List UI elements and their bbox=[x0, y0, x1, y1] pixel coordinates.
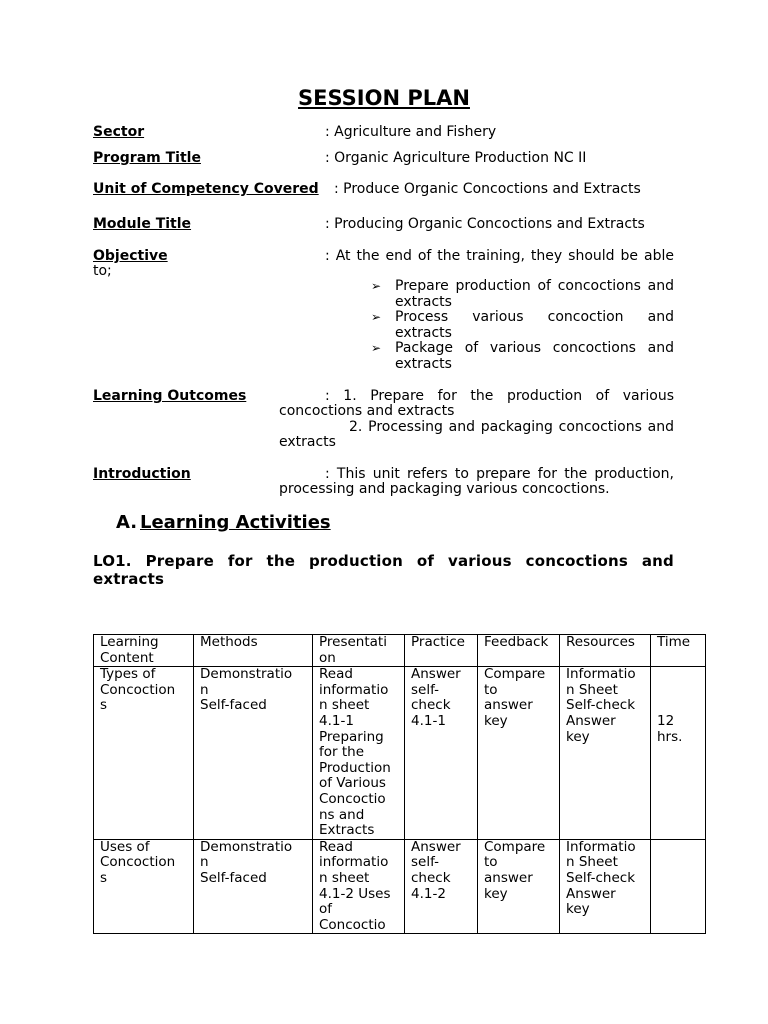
cell-text: key bbox=[484, 885, 508, 902]
cell-text: Answer bbox=[411, 838, 461, 855]
cell-text: n bbox=[200, 681, 209, 698]
cell-text: n bbox=[200, 854, 209, 871]
cell-text: 12 bbox=[657, 712, 675, 729]
header-cell-presentation bbox=[313, 635, 405, 667]
table-cell bbox=[651, 667, 706, 840]
arrow-bullet-icon: ➢ bbox=[371, 310, 382, 324]
table-row bbox=[94, 839, 706, 934]
cell-text: check bbox=[411, 869, 451, 886]
cell-text: n sheet bbox=[319, 697, 370, 714]
header-text: Content bbox=[100, 649, 154, 666]
objective-value-continued: to; bbox=[93, 263, 112, 279]
bullet-text: Process various concoction and bbox=[395, 309, 674, 325]
lo1-heading: LO1. Prepare for the production of various concoctions and bbox=[93, 552, 674, 570]
table-cell bbox=[651, 839, 706, 934]
cell-text: Uses of bbox=[100, 838, 150, 855]
unit-of-competency-value: : Produce Organic Concoctions and Extracts bbox=[334, 181, 641, 197]
sector-value: : Agriculture and Fishery bbox=[325, 124, 497, 140]
table-cell bbox=[94, 839, 194, 934]
header-text: Time bbox=[657, 634, 691, 650]
introduction-text-continued: processing and packaging various concoctions. bbox=[279, 481, 610, 497]
cell-text: 4.1-2 bbox=[411, 885, 446, 902]
cell-text: to bbox=[484, 854, 498, 871]
section-letter: A. bbox=[116, 512, 138, 533]
page-title: SESSION PLAN bbox=[298, 86, 470, 110]
table-cell bbox=[194, 839, 313, 934]
table-cell bbox=[313, 839, 405, 934]
header-cell-learning-content bbox=[94, 635, 194, 667]
learning-outcome-1-continued: concoctions and extracts bbox=[279, 403, 455, 419]
objective-bullet-list bbox=[371, 278, 674, 371]
cell-text: n Sheet bbox=[566, 681, 618, 698]
objective-label: Objective bbox=[93, 248, 168, 264]
table-cell bbox=[405, 667, 478, 840]
bullet-text-continued: extracts bbox=[395, 356, 452, 372]
header-cell-methods bbox=[194, 635, 313, 667]
cell-text: to bbox=[484, 681, 498, 698]
cell-text: Informatio bbox=[566, 666, 636, 683]
sector-label: Sector bbox=[93, 124, 145, 140]
objective-bullet-item bbox=[371, 340, 674, 371]
cell-text: of Various bbox=[319, 775, 386, 792]
cell-text: n sheet bbox=[319, 869, 370, 886]
cell-text: hrs. bbox=[657, 728, 683, 745]
learning-outcome-1: : 1. Prepare for the production of various bbox=[325, 388, 674, 404]
header-text: on bbox=[319, 649, 336, 666]
cell-text: Read bbox=[319, 838, 353, 855]
cell-text: of bbox=[319, 901, 333, 918]
cell-text: Self-check bbox=[566, 869, 636, 886]
arrow-bullet-icon: ➢ bbox=[371, 341, 382, 355]
cell-text: Concoctio bbox=[319, 916, 386, 933]
cell-text: self- bbox=[411, 854, 439, 871]
header-text: Presentati bbox=[319, 634, 387, 650]
header-text: Practice bbox=[411, 634, 465, 650]
introduction-label: Introduction bbox=[93, 466, 191, 482]
table-header-row bbox=[94, 635, 706, 667]
header-text: Feedback bbox=[484, 634, 549, 650]
cell-text: answer bbox=[484, 869, 533, 886]
cell-text: Answer bbox=[566, 885, 616, 902]
header-cell-time bbox=[651, 635, 706, 667]
introduction-text: : This unit refers to prepare for the production, bbox=[325, 466, 674, 482]
cell-text: 4.1-2 Uses bbox=[319, 885, 391, 902]
bullet-text-continued: extracts bbox=[395, 294, 452, 310]
cell-text: Informatio bbox=[566, 838, 636, 855]
cell-text: Read bbox=[319, 666, 353, 683]
table-cell bbox=[560, 667, 651, 840]
header-text: Methods bbox=[200, 634, 258, 650]
table-cell bbox=[478, 839, 560, 934]
cell-text: Self-faced bbox=[200, 869, 267, 886]
cell-text: Preparing bbox=[319, 728, 384, 745]
header-text: Resources bbox=[566, 634, 635, 650]
module-title-label: Module Title bbox=[93, 216, 192, 232]
cell-text: Concoctio bbox=[319, 790, 386, 807]
cell-text: Answer bbox=[566, 712, 616, 729]
cell-text: key bbox=[566, 901, 590, 918]
objective-value: : At the end of the training, they should be able bbox=[325, 248, 674, 264]
cell-text: key bbox=[566, 728, 590, 745]
lo1-heading-continued: extracts bbox=[93, 570, 165, 588]
arrow-bullet-icon: ➢ bbox=[371, 279, 382, 293]
unit-of-competency-label: Unit of Competency Covered bbox=[93, 181, 319, 197]
cell-text: for the bbox=[319, 744, 365, 761]
cell-text: answer bbox=[484, 697, 533, 714]
cell-text: informatio bbox=[319, 681, 389, 698]
cell-text: Extracts bbox=[319, 822, 375, 839]
objective-bullet-item bbox=[371, 309, 674, 340]
header-cell-feedback bbox=[478, 635, 560, 667]
header-cell-resources bbox=[560, 635, 651, 667]
cell-text: n Sheet bbox=[566, 854, 618, 871]
learning-outcome-2: 2. Processing and packaging concoctions and bbox=[349, 419, 674, 435]
cell-text: self- bbox=[411, 681, 439, 698]
cell-text: Concoction bbox=[100, 681, 176, 698]
bullet-text: Prepare production of concoctions and bbox=[395, 278, 674, 294]
cell-text: check bbox=[411, 697, 451, 714]
table-cell bbox=[560, 839, 651, 934]
table-cell bbox=[405, 839, 478, 934]
learning-activities-table bbox=[93, 634, 706, 934]
cell-text: s bbox=[100, 869, 108, 886]
cell-text: Concoction bbox=[100, 854, 176, 871]
cell-text: key bbox=[484, 712, 508, 729]
program-title-label: Program Title bbox=[93, 150, 201, 166]
cell-text: Compare bbox=[484, 666, 546, 683]
objective-bullet-item bbox=[371, 278, 674, 309]
learning-outcome-2-continued: extracts bbox=[279, 434, 336, 450]
bullet-text-continued: extracts bbox=[395, 325, 452, 341]
table-row bbox=[94, 667, 706, 840]
module-title-value: : Producing Organic Concoctions and Extracts bbox=[325, 216, 645, 232]
learning-outcomes-label: Learning Outcomes bbox=[93, 388, 247, 404]
table-cell bbox=[478, 667, 560, 840]
cell-text: Self-faced bbox=[200, 697, 267, 714]
table-cell bbox=[313, 667, 405, 840]
table-cell bbox=[194, 667, 313, 840]
header-text: Learning bbox=[100, 634, 159, 650]
header-cell-practice bbox=[405, 635, 478, 667]
bullet-text: Package of various concoctions and bbox=[395, 340, 674, 356]
cell-text: Production bbox=[319, 759, 391, 776]
cell-text: s bbox=[100, 697, 108, 714]
cell-text: Answer bbox=[411, 666, 461, 683]
cell-text: Self-check bbox=[566, 697, 636, 714]
cell-text: Demonstratio bbox=[200, 666, 293, 683]
cell-text: Compare bbox=[484, 838, 546, 855]
program-title-value: : Organic Agriculture Production NC II bbox=[325, 150, 587, 166]
table-cell bbox=[94, 667, 194, 840]
cell-text: 4.1-1 bbox=[319, 712, 354, 729]
cell-text: informatio bbox=[319, 854, 389, 871]
cell-text: Demonstratio bbox=[200, 838, 293, 855]
cell-text: 4.1-1 bbox=[411, 712, 446, 729]
section-title: Learning Activities bbox=[140, 512, 331, 533]
cell-text: Types of bbox=[100, 666, 156, 683]
cell-text: ns and bbox=[319, 806, 365, 823]
